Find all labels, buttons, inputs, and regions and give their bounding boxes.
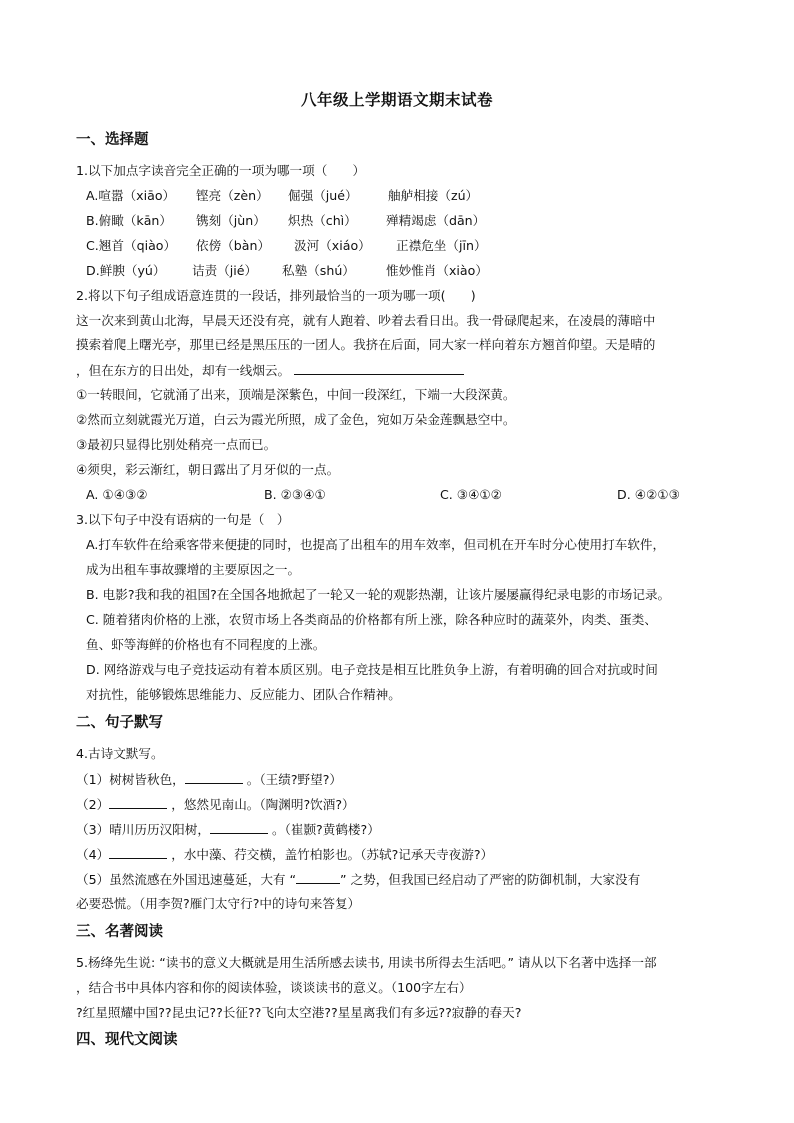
q3-option-c-line-1: C. 随着猪肉价格的上涨，农贸市场上各类商品的价格都有所上涨，除各种应时的蔬菜外，肉类、蛋类、 [86,612,657,627]
q1-option-d-4: 惟妙惟肖（xiào） [386,263,488,278]
q4-item-1 [76,770,342,789]
q4-item-1-source: 。（王绩?野望?） [246,772,343,787]
q2-option-d: D. ④②①③ [617,487,680,502]
section-heading-modern-reading: 四、现代文阅读 [76,1032,178,1048]
q3-option-d-line-1: D. 网络游戏与电子竞技运动有着本质区别。电子竞技是相互比胜负争上游，有着明确的回合对抗或时间 [86,662,658,677]
q4-item-2 [76,795,355,814]
q4-item-4-suffix: ，水中藻、荇交横，盖竹柏影也。（苏轼?记承天寺夜游?） [171,847,494,862]
q4-item-4-blank[interactable] [109,845,167,859]
q3-option-a-line-1: A.打车软件在给乘客带来便捷的同时，也提高了出租车的用车效率，但司机在开车时分心使用打车软件， [86,537,666,552]
q1-option-b-2: 镌刻（jùn） [196,213,266,228]
question-2-stem: 2.将以下句子组成语意连贯的一段话，排列最恰当的一项为哪一项( ) [76,288,476,303]
q4-item-5 [76,870,640,889]
question-1-stem: 1.以下加点字读音完全正确的一项为哪一项（ ） [76,163,366,178]
section-heading-classics: 三、名著阅读 [76,924,163,940]
q4-item-3-prefix: （3）晴川历历汉阳树， [76,822,210,837]
q4-item-4 [76,845,493,864]
section-heading-dictation: 二、句子默写 [76,715,163,731]
q4-item-4-prefix: （4） [76,847,110,862]
q1-option-c-2: 依傍（bàn） [196,238,271,253]
q4-item-3 [76,820,380,839]
q2-option-b: B. ②③④① [264,487,326,502]
q3-option-b: B. 电影?我和我的祖国?在全国各地掀起了一轮又一轮的观影热潮，让该片屡屡赢得纪录电影的市场记录。 [86,587,671,602]
q2-sentence-4: ④须臾，彩云渐红，朝日露出了月牙似的一点。 [76,462,340,477]
question-4-stem: 4.古诗文默写。 [76,746,164,761]
q1-option-d-1: D.鲜腴（yú） [86,263,166,278]
q2-sentence-2: ②然而立刻就霞光万道，白云为霞光所照，成了金色，宛如万朵金莲飘悬空中。 [76,412,516,427]
q2-sentence-3: ③最初只显得比别处稍亮一点而已。 [76,437,277,452]
q1-option-a-1: A.喧嚣（xiāo） [86,188,176,203]
q4-item-5-prefix: （5）虽然流感在外国迅速蔓延，大有 “ [76,872,297,887]
q1-option-a-2: 铿亮（zèn） [196,188,269,203]
q2-sentence-1: ①一转眼间，它就涌了出来，顶端是深紫色，中间一段深红，下端一大段深黄。 [76,387,516,402]
q4-item-1-blank[interactable] [185,770,243,784]
q2-passage-text: ，但在东方的日出处，却有一线烟云。 [76,363,291,378]
q2-passage-line-1: 这一次来到黄山北海，早晨天还没有亮，就有人跑着、吵着去看日出。我一骨碌爬起来，在凌晨的薄暗中 [76,313,656,328]
q1-option-a-3: 倔强（jué） [288,188,358,203]
q2-answer-blank[interactable] [294,361,464,375]
q2-option-a: A. ①④③② [86,487,148,502]
q1-option-b-4: 殚精竭虑（dān） [386,213,486,228]
q1-option-d-3: 私塾（shú） [282,263,355,278]
q3-option-c-line-2: 鱼、虾等海鲜的价格也有不同程度的上涨。 [86,637,326,652]
q3-option-a-line-2: 成为出租车事故骤增的主要原因之一。 [86,562,301,577]
q4-item-2-prefix: （2） [76,797,110,812]
q1-option-c-4: 正襟危坐（jīn） [396,238,487,253]
question-3-stem: 3.以下句子中没有语病的一句是（ ） [76,512,290,527]
q5-line-2: ，结合书中具体内容和你的阅读体验，谈谈读书的意义。（100字左右） [76,980,472,995]
section-heading-choice: 一、选择题 [76,132,149,148]
q4-item-5-suffix: ” 之势，但我国已经启动了严密的防御机制，大家没有 [340,872,641,887]
q1-option-a-4: 舳舻相接（zú） [388,188,479,203]
page-title: 八年级上学期语文期末试卷 [300,91,493,109]
q5-line-1: 5.杨绛先生说: “读书的意义大概就是用生活所感去读书, 用读书所得去生活吧。” 请从以下名著中选择一部 [76,955,657,970]
q4-item-3-source: 。（崔颢?黄鹤楼?） [271,822,380,837]
q3-option-d-line-2: 对抗性，能够锻炼思维能力、反应能力、团队合作精神。 [86,687,401,702]
q1-option-c-1: C.翘首（qiào） [86,238,177,253]
q1-option-c-3: 汲河（xiáo） [294,238,371,253]
q4-item-3-blank[interactable] [210,820,268,834]
q4-item-2-suffix: ，悠然见南山。（陶渊明?饮酒?） [171,797,355,812]
q4-item-2-blank[interactable] [109,795,167,809]
q4-item-5-blank[interactable] [296,870,340,884]
q1-option-b-3: 炽热（chì） [288,213,357,228]
q2-passage-line-3 [76,361,464,380]
q1-option-d-2: 诘责（jié） [192,263,258,278]
q2-passage-line-2: 摸索着爬上曙光亭，那里已经是黑压压的一团人。我挤在后面，同大家一样向着东方翘首仰望。天是晴的 [76,337,656,352]
q1-option-b-1: B.俯瞰（kān） [86,213,173,228]
q4-item-1-prefix: （1）树树皆秋色， [76,772,185,787]
q4-item-5-continued: 必要恐慌。（用李贺?雁门太守行?中的诗句来答复） [76,896,361,911]
q5-book-list: ?红星照耀中国??昆虫记??长征??飞向太空港??星星离我们有多远??寂静的春天? [76,1005,522,1020]
q2-option-c: C. ③④①② [440,487,502,502]
